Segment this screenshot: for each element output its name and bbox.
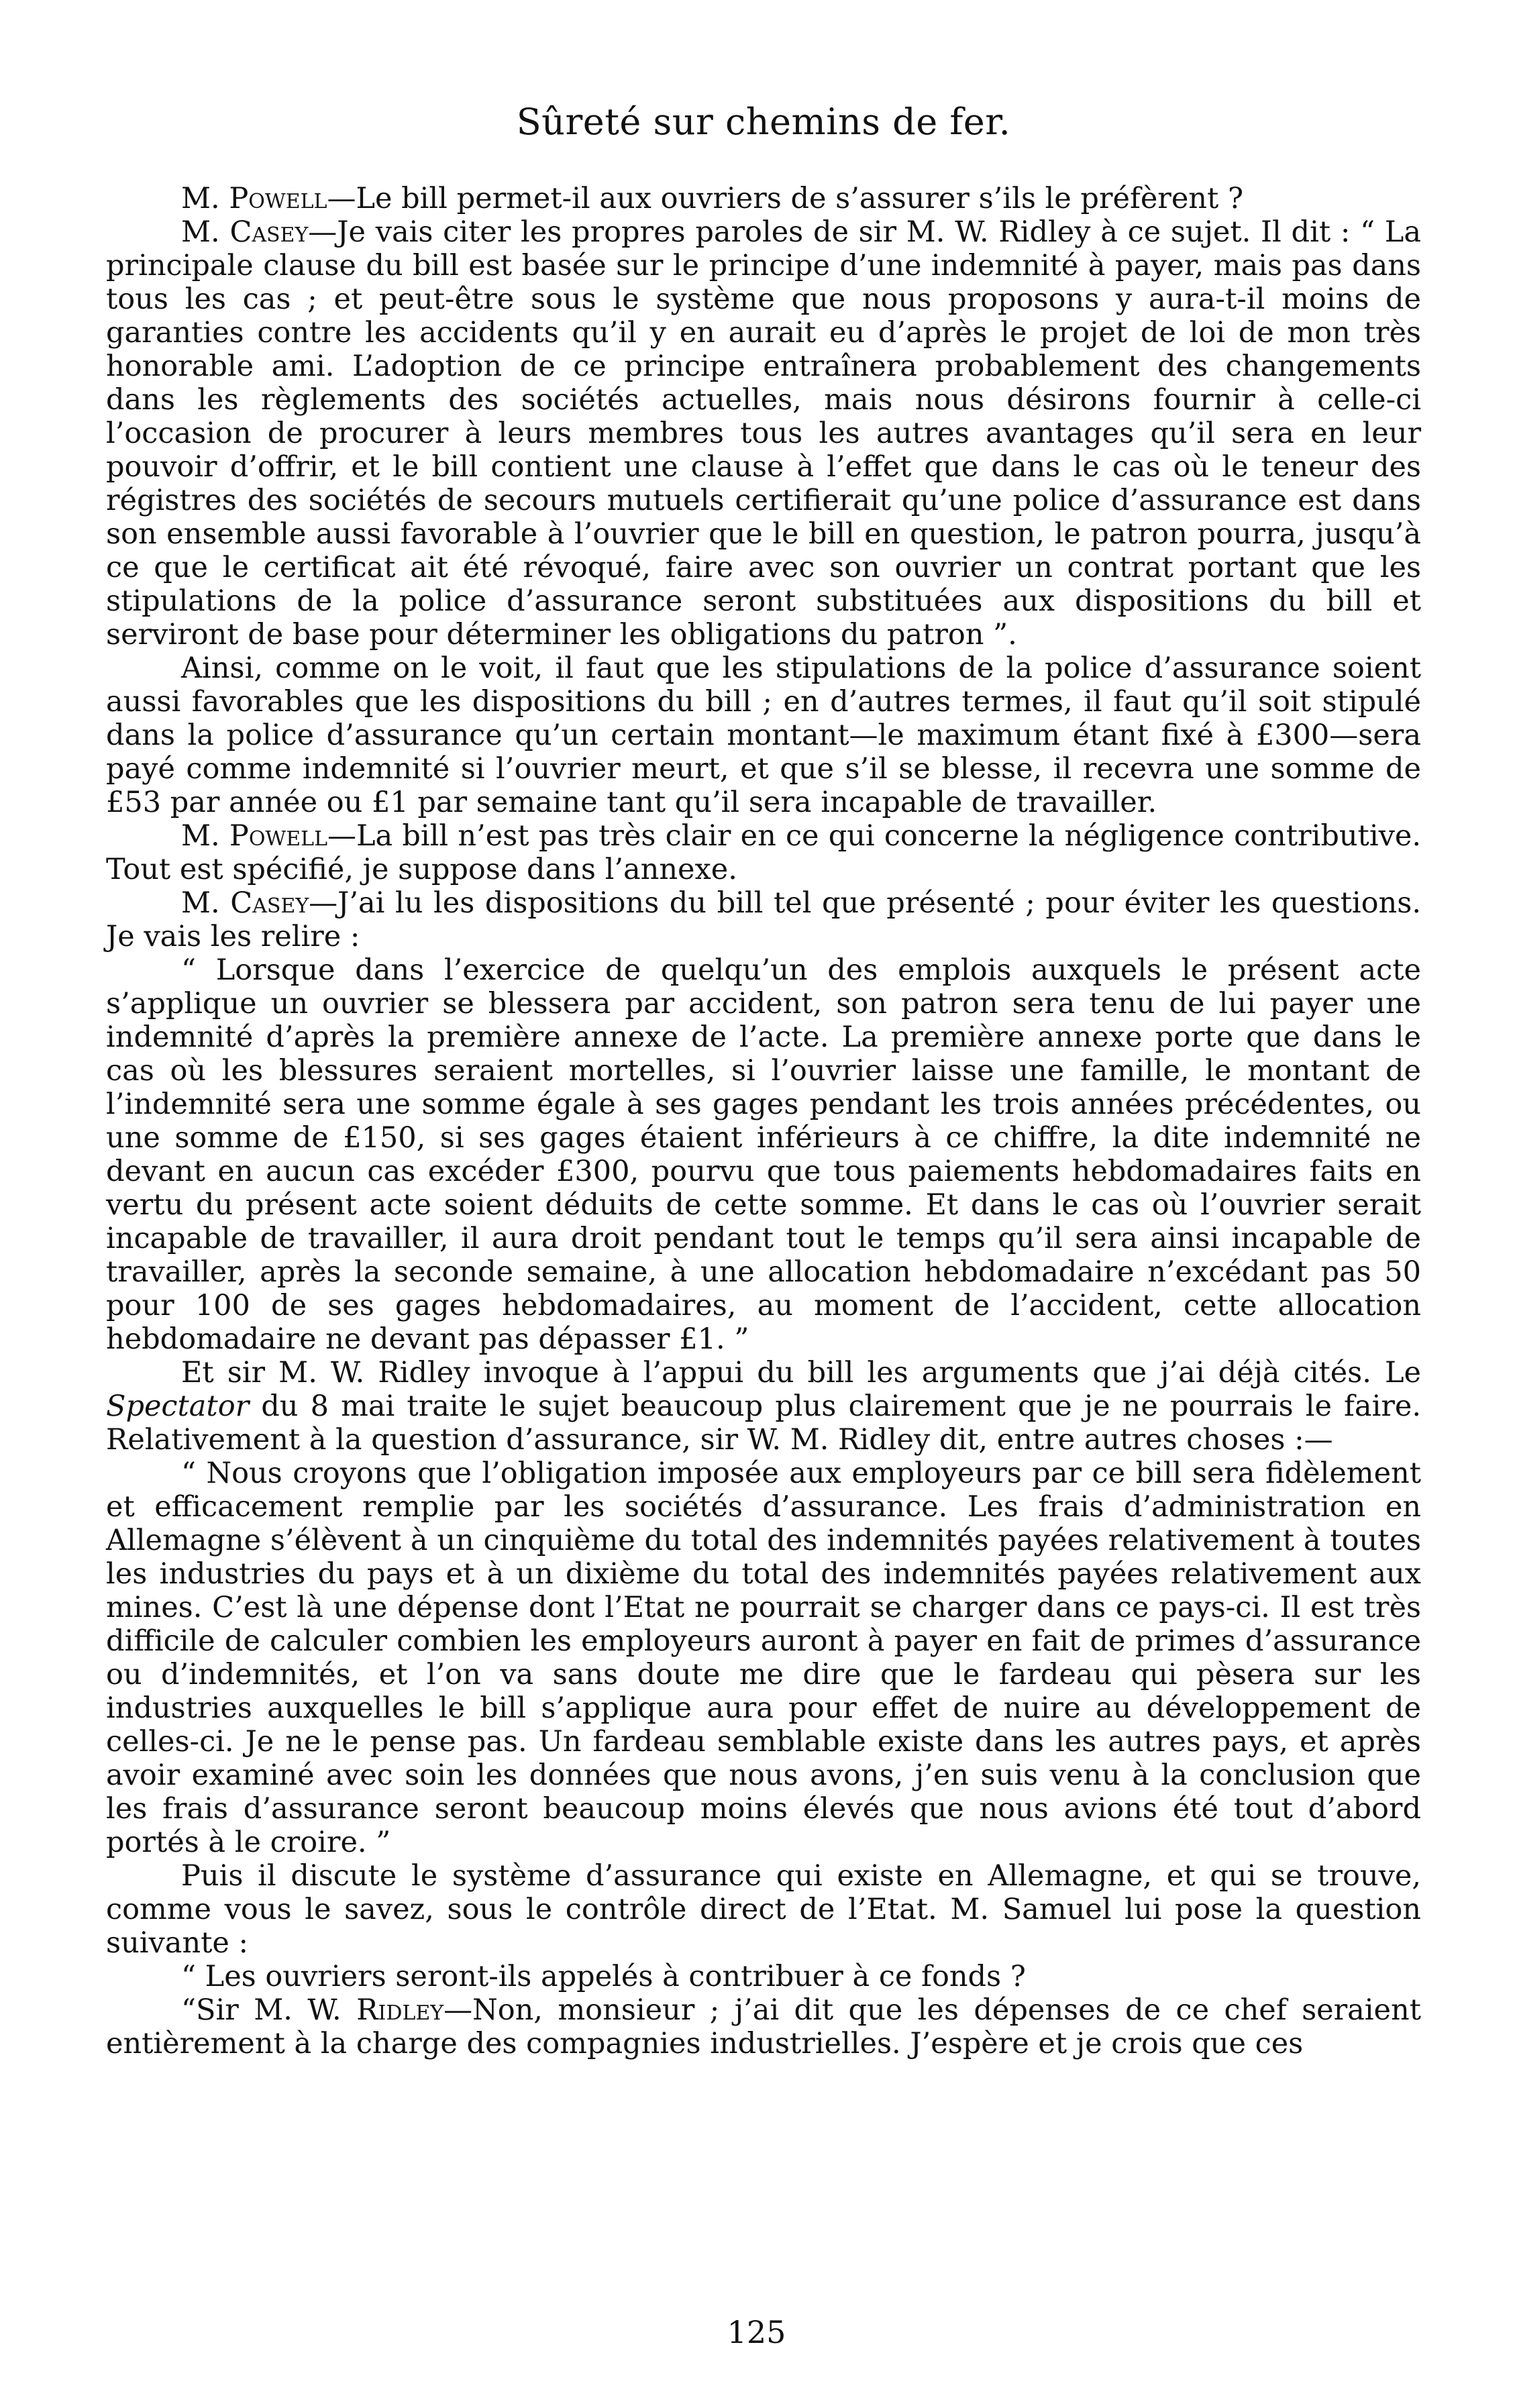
speaker-name: Ridley: [356, 1993, 444, 2027]
paragraph: [106, 1993, 1421, 2060]
paragraph: [106, 819, 1421, 886]
text-run: —Je vais citer les propres paroles de sir M. W. Ridley à ce sujet. Il dit : “ La principale clause du bill est basée sur le principe d’une indemnité à payer, mais pas dans tous les cas ; et peut-être sous le système que nous proposons y aura-t-il moins de garanties contre les accidents qu’il y en aurait eu d’après le projet de loi de mon très honorable ami. L’adoption de ce principe entraînera probablement des changements dans les règlements des sociétés actuelles, mais nous désirons fournir à celle-ci l’occasion de procurer à leurs membres tous les autres avantages qu’il sera en leur pouvoir d’offrir, et le bill contient une clause à l’effet que dans le cas où le teneur des régistres des sociétés de secours mutuels certifierait qu’une police d’assurance est dans son ensemble aussi favorable à l’ouvrier que le bill en question, le patron pourra, jusqu’à ce que le certificat ait été révoqué, faire avec son ouvrier un contrat portant que les stipulations de la police d’assurance seront substituées aux dispositions du bill et serviront de base pour déterminer les obligations du patron ”.: [106, 215, 1421, 651]
paragraph: [106, 1457, 1421, 1859]
text-run: du 8 mai traite le sujet beaucoup plus clairement que je ne pourrais le faire. Relativement à la question d’assurance, sir W. M. Ridley dit, entre autres choses :—: [106, 1390, 1421, 1457]
speaker-name: Casey: [230, 886, 309, 920]
text-run: Et sir M. W. Ridley invoque à l’appui du bill les arguments que j’ai déjà cités. Le: [181, 1356, 1421, 1390]
paragraph: [106, 215, 1421, 651]
text-run: —La bill n’est pas très clair en ce qui concerne la négligence contributive. Tout est spécifié, je suppose dans l’annexe.: [106, 819, 1421, 886]
text-run: M.: [181, 886, 231, 920]
text-run: M.: [181, 215, 230, 249]
paragraph: [106, 1356, 1421, 1457]
text-run: “ Les ouvriers seront-ils appelés à contribuer à ce fonds ?: [181, 1960, 1026, 1993]
paragraph: [106, 651, 1421, 819]
document-page: [106, 101, 1421, 2060]
text-run: M.: [181, 819, 229, 853]
paragraph: [106, 182, 1421, 215]
italic-title: Spectator: [106, 1390, 250, 1423]
body-text: [106, 182, 1421, 2060]
page-title: Sûreté sur chemins de fer.: [516, 101, 1011, 143]
paragraph: [106, 1960, 1421, 1993]
text-run: —Non, monsieur ; j’ai dit que les dépenses de ce chef seraient entièrement à la charge des compagnies industrielles. J’espère et je crois que ces: [106, 1993, 1421, 2060]
text-run: —Le bill permet-il aux ouvriers de s’assurer s’ils le préfèrent ?: [327, 182, 1244, 215]
text-run: “ Nous croyons que l’obligation imposée aux employeurs par ce bill sera fidèlement et efficacement remplie par les sociétés d’assurance. Les frais d’administration en Allemagne s’élèvent à un cinquième du total des indemnités payées relativement à toutes les industries du pays et à un dixième du total des indemnités payées relativement aux mines. C’est là une dépense dont l’Etat ne pourrait se charger dans ce pays-ci. Il est très difficile de calculer combien les employeurs auront à payer en fait de primes d’assurance ou d’indemnités, et l’on va sans doute me dire que le fardeau qui pèsera sur les industries auxquelles le bill s’applique aura pour effet de nuire au développement de celles-ci. Je ne le pense pas. Un fardeau semblable existe dans les autres pays, et après avoir examiné avec soin les données que nous avons, j’en suis venu à la conclusion que les frais d’assurance seront beaucoup moins élevés que nous avions été tout d’abord portés à le croire. ”: [106, 1457, 1421, 1859]
paragraph: [106, 953, 1421, 1356]
page-number: 125: [727, 2314, 786, 2350]
speaker-name: Powell: [229, 182, 327, 215]
text-run: —J’ai lu les dispositions du bill tel que présenté ; pour éviter les questions. Je vais les relire :: [106, 886, 1421, 953]
text-run: Puis il discute le système d’assurance qui existe en Allemagne, et qui se trouve, comme vous le savez, sous le contrôle direct de l’Etat. M. Samuel lui pose la question suivante :: [106, 1859, 1421, 1960]
text-run: “ Lorsque dans l’exercice de quelqu’un des emplois auxquels le présent acte s’applique un ouvrier se blessera par accident, son patron sera tenu de lui payer une indemnité d’après la première annexe de l’acte. La première annexe porte que dans le cas où les blessures seraient mortelles, si l’ouvrier laisse une famille, le montant de l’indemnité sera une somme égale à ses gages pendant les trois années précédentes, ou une somme de £150, si ses gages étaient inférieurs à ce chiffre, la dite indemnité ne devant en aucun cas excéder £300, pourvu que tous paiements hebdomadaires faits en vertu du présent acte soient déduits de cette somme. Et dans le cas où l’ouvrier serait incapable de travailler, il aura droit pendant tout le temps qu’il sera ainsi incapable de travailler, après la seconde semaine, à une allocation hebdomadaire n’excédant pas 50 pour 100 de ses gages hebdomadaires, au moment de l’accident, cette allocation hebdomadaire ne devant pas dépasser £1. ”: [106, 953, 1421, 1356]
paragraph: [106, 886, 1421, 953]
text-run: “Sir M. W.: [181, 1993, 357, 2027]
speaker-name: Casey: [229, 215, 309, 249]
speaker-name: Powell: [229, 819, 327, 853]
text-run: Ainsi, comme on le voit, il faut que les stipulations de la police d’assurance soient aussi favorables que les dispositions du bill ; en d’autres termes, il faut qu’il soit stipulé dans la police d’assurance qu’un certain montant—le maximum étant fixé à £300—sera payé comme indemnité si l’ouvrier meurt, et que s’il se blesse, il recevra une somme de £53 par année ou £1 par semaine tant qu’il sera incapable de travailler.: [106, 651, 1421, 819]
text-run: M.: [181, 182, 229, 215]
paragraph: [106, 1859, 1421, 1960]
